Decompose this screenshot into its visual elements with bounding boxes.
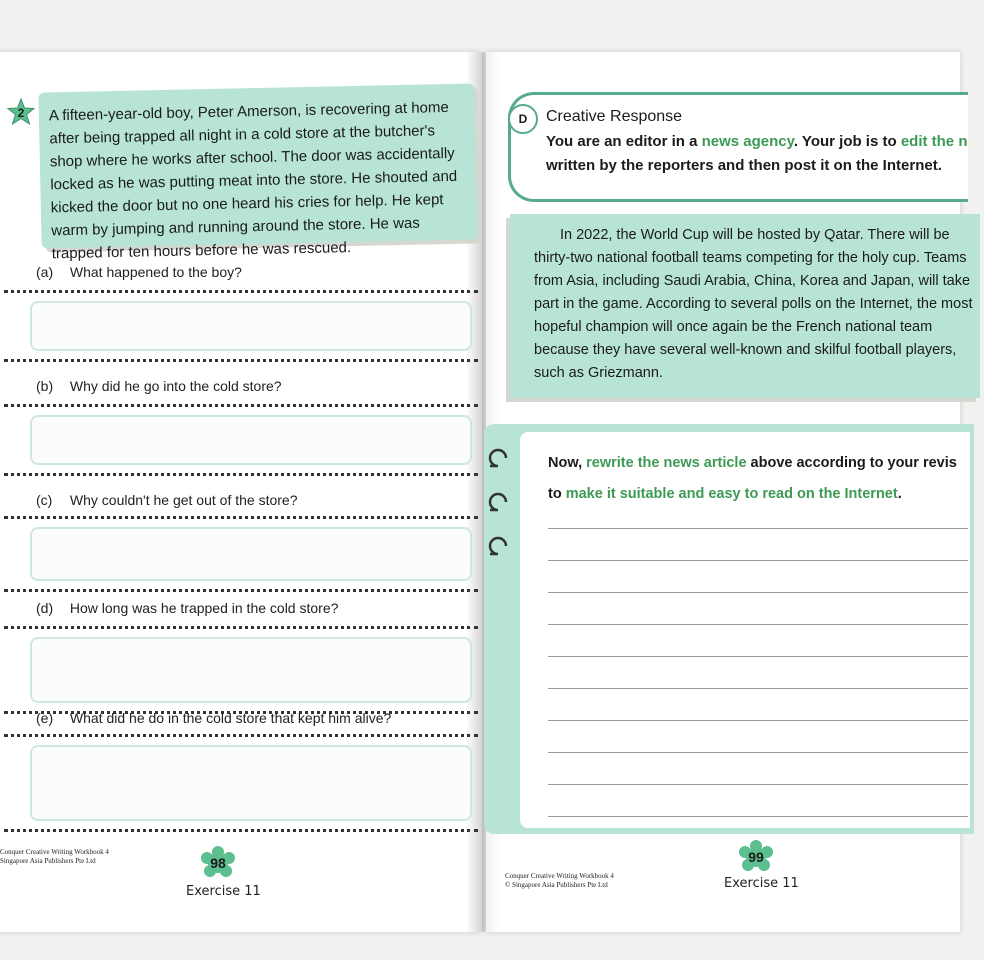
task-highlight: make it suitable and easy to read on the Internet [565, 486, 898, 502]
answer-box-b[interactable] [4, 404, 478, 476]
question-text: How long was he trapped in the cold store? [69, 600, 339, 616]
question-number: 2 [17, 106, 25, 120]
page-number-badge-right [738, 840, 774, 874]
writing-line[interactable] [548, 656, 968, 657]
question-b [36, 378, 282, 394]
question-label: (c) [36, 492, 53, 508]
writing-line[interactable] [548, 560, 968, 561]
writing-line[interactable] [548, 688, 968, 689]
task-part: Now, [548, 455, 587, 471]
instruction-part: You are an editor in a [546, 133, 702, 150]
question-label: (b) [36, 378, 54, 394]
writing-line[interactable] [548, 784, 968, 785]
question-a [36, 264, 242, 280]
question-c [36, 492, 297, 508]
writing-line[interactable] [548, 720, 968, 721]
instruction-text [546, 130, 976, 178]
instruction-highlight: edit the n [900, 133, 968, 150]
question-text: Why did he go into the cold store? [69, 378, 282, 394]
page-number: 98 [210, 855, 226, 871]
news-article-box [510, 214, 980, 398]
writing-line[interactable] [548, 528, 968, 529]
answer-box-e[interactable] [4, 734, 478, 832]
answer-field-e[interactable] [30, 745, 472, 821]
footer-publisher: © Singapore Asia Publishers Pte Ltd [505, 881, 608, 889]
footer-title: Conquer Creative Writing Workbook 4 [505, 872, 614, 880]
task-instruction [548, 448, 968, 510]
section-title: Creative Response [546, 108, 683, 125]
answer-box-a[interactable] [4, 290, 478, 362]
writing-line[interactable] [548, 752, 968, 753]
question-text: What did he do in the cold store that kept him alive? [69, 710, 392, 726]
instruction-highlight: news agency [701, 133, 794, 150]
question-label: (a) [36, 264, 54, 280]
instruction-part: . Your job is to [793, 133, 901, 150]
story-passage: A fifteen-year-old boy, Peter Amerson, is recovering at home after being trapped all night in a cold store at the butcher's shop where he works after school. The door was accidentally locked as he was putting meat into the store. He shouted and kicked the door but no one heard his cries for help. He kept warm by jumping and running around the store. He was trapped for ten hours before he was rescued. [38, 83, 477, 248]
task-part: . [897, 486, 902, 502]
page-number: 99 [748, 849, 764, 865]
binder-ring-icon [488, 540, 514, 562]
footer-publisher: Singapore Asia Publishers Pte Ltd [0, 857, 96, 865]
answer-box-d[interactable] [4, 626, 478, 714]
footer-title: Conquer Creative Writing Workbook 4 [0, 848, 109, 856]
binder-ring-icon [488, 452, 514, 474]
question-label: (d) [36, 600, 54, 616]
page-number-badge-left [200, 846, 236, 880]
answer-field-b[interactable] [30, 415, 472, 465]
answer-field-c[interactable] [30, 527, 472, 581]
right-footer [505, 872, 614, 890]
task-part: above according to your revis [746, 455, 957, 471]
question-text: What happened to the boy? [69, 264, 242, 280]
answer-field-d[interactable] [30, 637, 472, 703]
left-footer [0, 848, 109, 866]
instruction-part: written by the reporters and then post it on the Internet. [546, 157, 942, 174]
writing-line[interactable] [548, 592, 968, 593]
d-badge-icon: D [518, 112, 528, 126]
binder-ring-icon [488, 496, 514, 518]
section-letter-badge [508, 104, 538, 134]
question-d [36, 600, 338, 616]
exercise-label-right: Exercise 11 [724, 876, 799, 891]
question-label: (e) [36, 710, 54, 726]
answer-box-c[interactable] [4, 516, 478, 592]
news-article: In 2022, the World Cup will be hosted by Qatar. There will be thirty-two national football teams competing for the holy cup. Teams from Asia, including Saudi Arabia, China, Korea and Japan, will take part in the game. According to several polls on the Internet, the most hopeful champion will once again be the French national team because they have several well-known and skilful football players, such as Griezmann. [534, 227, 973, 381]
question-text: Why couldn't he get out of the store? [69, 492, 298, 508]
question-number-badge [6, 98, 36, 128]
question-e [36, 710, 391, 726]
exercise-label-left: Exercise 11 [186, 884, 261, 899]
task-highlight: rewrite the news article [586, 455, 747, 471]
writing-line[interactable] [548, 816, 968, 817]
answer-field-a[interactable] [30, 301, 472, 351]
task-part: to [548, 486, 566, 502]
writing-line[interactable] [548, 624, 968, 625]
